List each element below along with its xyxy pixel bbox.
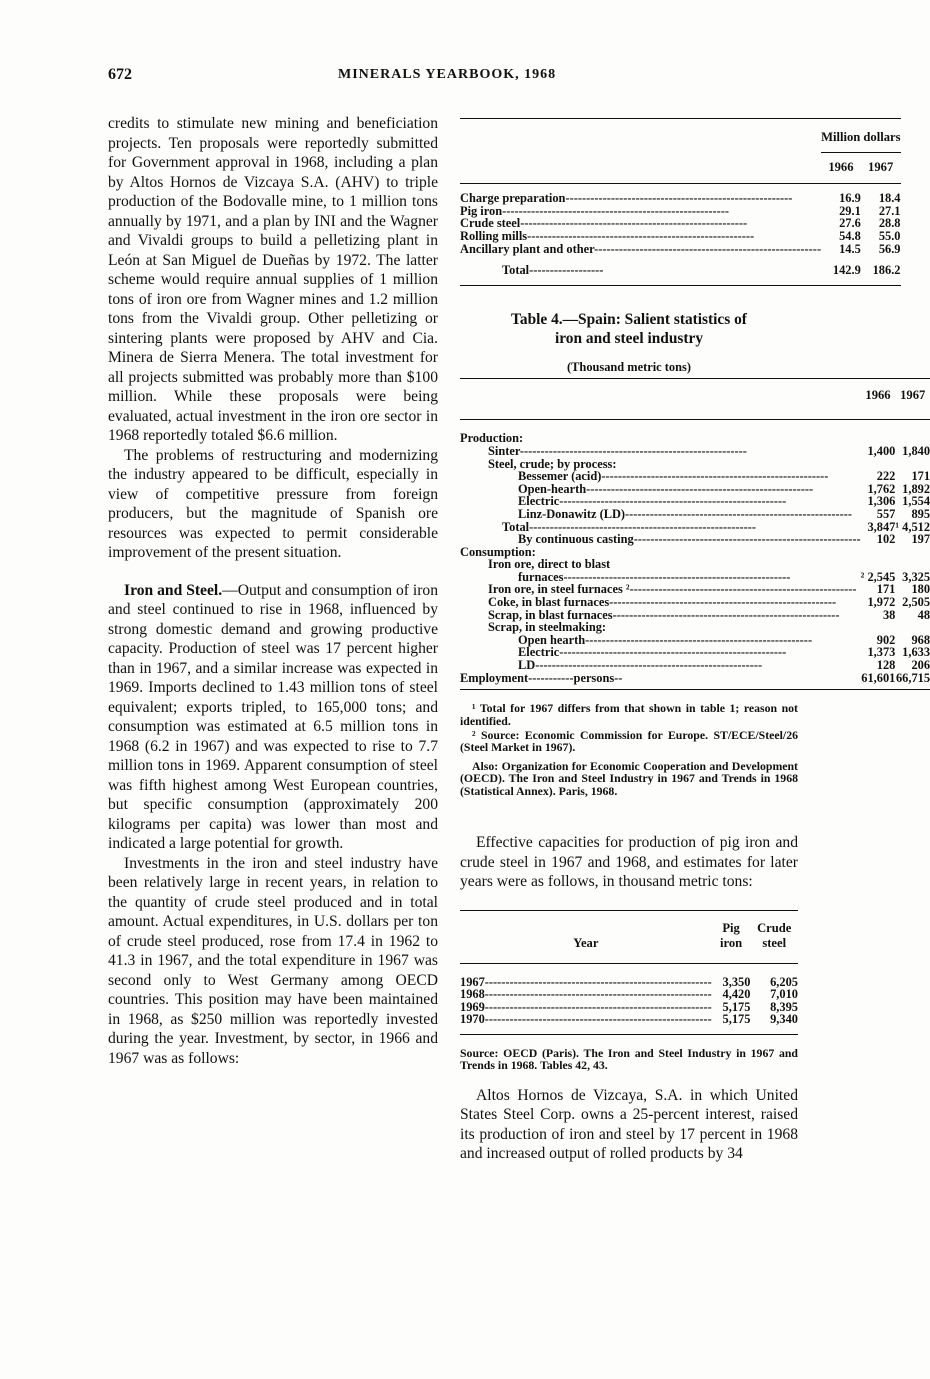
- table4-row-label: Scrap, in blast furnaces-------------------------------------------------------: [488, 607, 840, 622]
- capacity-intro: Effective capacities for production of pig iron and crude steel in 1967 and 1968, and estimates for later years were as follows, in thousand metric tons:: [460, 834, 798, 891]
- table4-value-1966: 3,847: [867, 519, 896, 534]
- investment-value-1966: 27.6: [839, 216, 861, 231]
- investment-row-label: Rolling mills-------------------------------------------------------: [460, 228, 755, 243]
- left-column: [108, 114, 438, 1068]
- table4-value-1967: 48: [917, 607, 930, 622]
- investment-row-label-text: Crude steel: [460, 216, 521, 231]
- table4-value-1966: 222: [876, 469, 896, 484]
- table4-row-label-text: By continuous casting: [518, 532, 634, 547]
- capacity-table: [460, 910, 798, 1035]
- footnote-also: Also: Organization for Economic Cooperation and Development (OECD). The Iron and Steel Industry in 1967 and Trends in 1968 (Statistical Annex). Paris, 1968.: [460, 758, 798, 798]
- capacity-row-year: 1968-------------------------------------------------------: [460, 987, 712, 1002]
- table4-value-1967: [895, 621, 930, 634]
- capacity-col-year: Year: [573, 935, 599, 950]
- paragraph-iron-steel: [108, 581, 438, 854]
- table4-year-1966: 1966: [865, 387, 891, 402]
- table4-row-label: Sinter-------------------------------------------------------: [488, 443, 747, 458]
- investment-group-header: Million dollars: [821, 119, 900, 153]
- table4-value-1967: 2,505: [902, 595, 930, 610]
- table4-row-label-text: Iron ore, direct to blast: [488, 557, 611, 572]
- table4-value-1966: 557: [876, 506, 896, 521]
- table4-row-label-text: Scrap, in blast furnaces: [488, 607, 613, 622]
- table4-row-label-text: furnaces: [518, 569, 564, 584]
- table4-value-1967: [895, 546, 930, 559]
- table4-row-label-text: Total: [502, 519, 530, 534]
- investment-row: [460, 243, 901, 256]
- table4-row-label-text: Production:: [460, 431, 524, 446]
- investment-value-1966: 54.8: [839, 228, 861, 243]
- table4-value-1967: 895: [911, 506, 930, 521]
- capacity-row-year: 1967-------------------------------------------------------: [460, 974, 712, 989]
- table4-row-label-text: Coke, in blast furnaces: [488, 595, 610, 610]
- investment-row-label-text: Ancillary plant and other: [460, 241, 595, 256]
- investment-value-1967: 28.8: [878, 216, 901, 231]
- table4-value-1967: 66,715: [895, 670, 930, 685]
- capacity-source: Source: OECD (Paris). The Iron and Steel Industry in 1967 and Trends in 1968. Tables 42, 43.: [460, 1045, 798, 1073]
- investment-table: [460, 118, 901, 286]
- table4-row-label: Coke, in blast furnaces-------------------------------------------------------: [488, 595, 837, 610]
- page-header: [108, 66, 798, 90]
- table4-row-label: Open-hearth-------------------------------------------------------: [518, 481, 814, 496]
- table4-row-label: Electric-------------------------------------------------------: [518, 494, 787, 509]
- table4-title-line1: Table 4.—Spain: Salient statistics of: [511, 310, 747, 328]
- capacity-year-text: 1968: [460, 987, 485, 1002]
- investment-row: [460, 192, 901, 205]
- table4-value-1967: 1,633: [902, 645, 930, 660]
- paragraph-credits: credits to stimulate new mining and beneficiation projects. Ten proposals were reportedly submitted for Government approval in 1968, including a plan by Altos Hornos de Vizcaya S.A. (AHV) to triple production of the Bodovalle mine, to 1 million tons annually by 1971, and a plan by INI and the Wagner and Vivaldi groups to build a pelletizing plant in León at San Miguel de Dueñas by 1972. The latter scheme would require annual supplies of 1 million tons of iron ore from Wagner mines and 1.2 million tons from the Vivaldi group. Other pelletizing or sintering plants were proposed by AHV and Cia. Minera de Sierra Menera. The total investment for all projects submitted was probably more than $100 million. While these proposals were being evaluated, actual investment in the iron ore sector in 1968 reportedly totaled $6.6 million.: [108, 115, 438, 444]
- table4-value-1966: 38: [882, 607, 896, 622]
- capacity-col-pig-line1: Pig: [722, 920, 740, 935]
- table4-row-label: Linz-Donawitz (LD)-------------------------------------------------------: [518, 506, 852, 521]
- table4-value-1967: 1,840: [902, 443, 930, 458]
- table4-row-label: furnaces-------------------------------------------------------: [518, 569, 791, 584]
- table4-unit: (Thousand metric tons): [567, 359, 691, 374]
- table4-value-1966: 1,972: [867, 595, 896, 610]
- table4-value-1967: 1,892: [902, 481, 930, 496]
- capacity-crude-steel: 8,395: [770, 999, 798, 1014]
- table4-row-label-text: Sinter: [488, 443, 520, 458]
- capacity-crude-steel: 7,010: [770, 987, 798, 1002]
- table4-value-1966: 102: [876, 532, 896, 547]
- table4-value-1966: [861, 621, 896, 634]
- investment-year-1966: 1966: [828, 159, 854, 174]
- investment-value-1967: 27.1: [878, 203, 901, 218]
- table4-value-1967: 3,325: [902, 569, 930, 584]
- table4-footnotes: [460, 702, 798, 797]
- table4-row-label: Employment-----------persons--: [460, 670, 623, 685]
- investment-value-1966: 16.9: [839, 191, 861, 206]
- page-number: 672: [108, 66, 132, 83]
- table4-row-label-text: Open-hearth: [518, 481, 587, 496]
- table4-row-label: Electric-------------------------------------------------------: [518, 645, 787, 660]
- investment-value-1967: 56.9: [878, 241, 901, 256]
- table4-title-line2: iron and steel industry: [554, 329, 704, 347]
- table4-value-1967: [895, 558, 930, 571]
- investment-total-row: Total------------------ 142.9 186.2: [460, 264, 901, 285]
- table4: [460, 378, 930, 690]
- capacity-year-text: 1967: [460, 974, 485, 989]
- table4-row-label: Open hearth-------------------------------------------------------: [518, 632, 813, 647]
- table4-value-1966: 1,762: [867, 481, 896, 496]
- table4-row: [460, 659, 930, 672]
- table4-row-label: Iron ore, in steel furnaces ²-------------------------------------------------------: [488, 582, 857, 597]
- table4-value-1967: 180: [911, 582, 930, 597]
- table4-row: [460, 508, 930, 521]
- table4-year-1967: 1967: [900, 387, 926, 402]
- capacity-col-crude: [750, 910, 798, 963]
- capacity-year-text: 1970: [460, 1012, 485, 1027]
- paragraph-iron-steel-body: —Output and consumption of iron and steel continued to rise in 1968, influenced by strong domestic demand and growing productive capacity. Production of steel was 17 percent higher than in 1967, and a similar increase was expected in 1969. Imports declined to 1.43 million tons of steel equivalent; exports tripled, to 165,000 tons; and consumption was estimated at 6.5 million tons in 1968 (6.2 in 1967) and was expected to rise to 7.7 million tons in 1969. Apparent consumption of steel was fifth highest among West European countries, but specific consumption (approximately 200 kilograms per capita) was lower than most and indicated a large potential for growth.: [108, 581, 438, 852]
- investment-total-label: Total: [502, 263, 530, 278]
- paragraph-problems: The problems of restructuring and modernizing the industry appeared to be difficult, especially in view of competitive pressure from foreign producers, but the magnitude of Spanish ore resources was expected to permit considerable improvement of the present situation.: [108, 446, 438, 561]
- table4-row-label-text: Electric: [518, 645, 560, 660]
- investment-row-label-text: Charge preparation: [460, 191, 566, 206]
- capacity-pig-iron: 5,175: [722, 1012, 751, 1027]
- capacity-row: [460, 1013, 798, 1026]
- investment-year-1967: 1967: [868, 159, 894, 174]
- investment-total-1966: 142.9: [832, 263, 861, 278]
- running-title: MINERALS YEARBOOK, 1968: [338, 67, 557, 82]
- table4-row-label-text: Linz-Donawitz (LD): [518, 506, 626, 521]
- table4-value-1967: 968: [911, 632, 930, 647]
- table4-row-label: By continuous casting-------------------------------------------------------: [518, 532, 861, 547]
- capacity-crude-steel: 9,340: [770, 1012, 798, 1027]
- investment-row-label: Pig iron-------------------------------------------------------: [460, 203, 730, 218]
- table4-value-1967: 197: [911, 532, 930, 547]
- table4-row-label: Total-------------------------------------------------------: [502, 519, 757, 534]
- table4-value-1966: 1,373: [867, 645, 896, 660]
- investment-value-1966: 29.1: [839, 203, 861, 218]
- section-heading-iron-steel: Iron and Steel.: [124, 581, 223, 599]
- table4-value-1966: [861, 546, 896, 559]
- capacity-col-crude-line2: steel: [762, 935, 787, 950]
- table4-value-1967: 171: [911, 469, 930, 484]
- footnote-1: ¹ Total for 1967 differs from that shown in table 1; reason not identified.: [460, 701, 798, 728]
- investment-value-1967: 18.4: [878, 191, 901, 206]
- right-column: [460, 118, 930, 1164]
- table4-row-label-text: Open hearth: [518, 632, 586, 647]
- table4-row-label-text: Steel, crude; by process:: [488, 456, 617, 471]
- table4-value-1966: 902: [876, 632, 896, 647]
- table4-row-label-text: Employment: [460, 670, 529, 685]
- closing-paragraph: Altos Hornos de Vizcaya, S.A. in which United States Steel Corp. owns a 25-percent interest, raised its production of iron and steel by 17 percent in 1968 and increased output of rolled products by 34: [460, 1086, 798, 1163]
- table4-title: [460, 310, 798, 348]
- table4-row-label-text: Bessemer (acid): [518, 469, 602, 484]
- table4-row-label: Bessemer (acid)-------------------------------------------------------: [518, 469, 829, 484]
- investment-row-label: Ancillary plant and other-------------------------------------------------------: [460, 241, 822, 256]
- capacity-col-pig-line2: iron: [719, 935, 743, 950]
- capacity-year-text: 1969: [460, 999, 485, 1014]
- footnote-2: ² Source: Economic Commission for Europe. ST/ECE/Steel/26 (Steel Market in 1967).: [460, 728, 798, 755]
- capacity-col-pig: [712, 910, 751, 963]
- table4-value-1967: 1,554: [902, 494, 930, 509]
- table4-value-1967: ¹ 4,512: [895, 519, 930, 534]
- table4-row-label-text: Iron ore, in steel furnaces ²: [488, 582, 630, 597]
- table4-row-label-text: LD: [518, 658, 536, 673]
- table4-value-1966: ² 2,545: [860, 569, 896, 584]
- capacity-row-year: 1969-------------------------------------------------------: [460, 999, 712, 1014]
- capacity-row: [460, 988, 798, 1001]
- capacity-crude-steel: 6,205: [770, 974, 798, 989]
- table4-value-1966: 61,601: [861, 670, 896, 685]
- capacity-col-crude-line1: Crude: [757, 920, 792, 935]
- table4-row-label-text: Electric: [518, 494, 560, 509]
- investment-value-1967: 55.0: [878, 228, 901, 243]
- table4-row-label: LD-------------------------------------------------------: [518, 658, 763, 673]
- capacity-pig-iron: 3,350: [722, 974, 751, 989]
- investment-row-label-text: Rolling mills: [460, 228, 528, 243]
- investment-value-1966: 14.5: [839, 241, 861, 256]
- capacity-pig-iron: 5,175: [722, 999, 751, 1014]
- table4-value-1967: 206: [911, 658, 930, 673]
- table4-value-1966: 171: [876, 582, 896, 597]
- table4-row: [460, 672, 930, 685]
- table4-value-1966: 1,306: [867, 494, 896, 509]
- table4-value-1966: 128: [876, 658, 896, 673]
- investment-row-label: Charge preparation-------------------------------------------------------: [460, 191, 793, 206]
- investment-row-label: Crude steel-------------------------------------------------------: [460, 216, 748, 231]
- table4-value-1966: [861, 558, 896, 571]
- capacity-row-year: 1970-------------------------------------------------------: [460, 1012, 712, 1027]
- capacity-pig-iron: 4,420: [722, 987, 751, 1002]
- investment-row-label-text: Pig iron: [460, 203, 503, 218]
- table4-row-label-text: Scrap, in steelmaking:: [488, 620, 607, 635]
- table4-row-label-suffix: persons: [573, 670, 615, 685]
- investment-total-1967: 186.2: [872, 263, 901, 278]
- table4-value-1966: 1,400: [867, 443, 896, 458]
- table4-row-label-text: Consumption:: [460, 544, 536, 559]
- paragraph-investments: Investments in the iron and steel industry have been relatively large in recent years, in relation to the quantity of crude steel produced and in total amount. Actual expenditures, in U.S. dollars per ton of crude steel produced, rose from 17.4 in 1962 to 41.3 in 1967, and the total expenditure in 1967 was second only to West Germany among OECD countries. This position may have been maintained in 1968, as $250 million was reportedly invested during the year. Investment, by sector, in 1966 and 1967 was as follows:: [108, 854, 438, 1067]
